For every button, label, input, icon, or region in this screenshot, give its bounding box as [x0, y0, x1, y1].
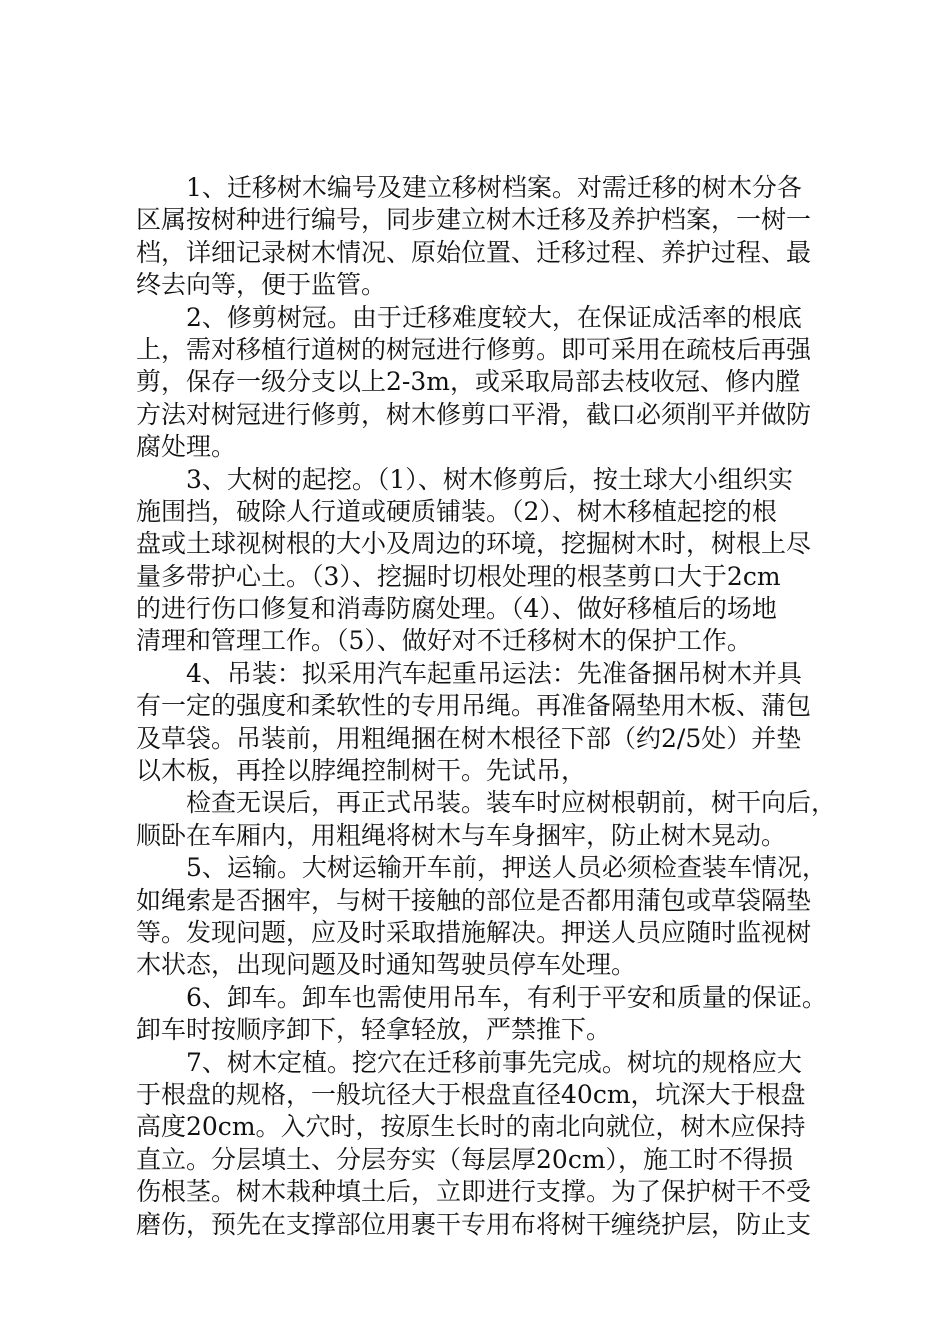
text-line: 上，需对移植行道树的树冠进行修剪。即可采用在疏枝后再强: [136, 334, 812, 364]
text-line: 方法对树冠进行修剪，树木修剪口平滑，截口必须削平并做防: [136, 399, 812, 429]
text-line: 顺卧在车厢内，用粗绳将树木与车身捆牢，防止树木晃动。: [136, 820, 787, 850]
text-line: 于根盘的规格，一般坑径大于根盘直径40cm，坑深大于根盘: [136, 1079, 806, 1109]
text-line: 4、吊装：拟采用汽车起重吊运法：先准备捆吊树木并具: [136, 658, 802, 688]
text-line: 施围挡，破除人行道或硬质铺装。（2）、树木移植起挖的根: [136, 496, 777, 526]
text-line: 直立。分层填土、分层夯实（每层厚20cm），施工时不得损: [136, 1144, 794, 1174]
text-line: 检查无误后，再正式吊装。装车时应树根朝前，树干向后，: [136, 788, 837, 818]
text-line: 量多带护心土。（3）、挖掘时切根处理的根茎剪口大于2cm: [136, 561, 781, 591]
text-line: 盘或土球视树根的大小及周边的环境，挖掘树木时，树根上尽: [136, 529, 812, 559]
text-line: 档，详细记录树木情况、原始位置、迁移过程、养护过程、最: [136, 237, 812, 267]
body-text: [136, 172, 836, 1241]
text-line: 6、卸车。卸车也需使用吊车，有利于平安和质量的保证。: [136, 982, 827, 1012]
text-line: 2、修剪树冠。由于迁移难度较大，在保证成活率的根底: [136, 302, 802, 332]
text-line: 腐处理。: [136, 432, 237, 462]
text-line: 剪，保存一级分支以上2-3m，或采取局部去枝收冠、修内膛: [136, 367, 800, 397]
text-line: 及草袋。吊装前，用粗绳捆在树木根径下部（约2/5处）并垫: [136, 723, 802, 753]
text-line: 的进行伤口修复和消毒防腐处理。（4）、做好移植后的场地: [136, 594, 777, 624]
text-line: 高度20cm。入穴时，按原生长时的南北向就位，树木应保持: [136, 1112, 806, 1142]
text-line: 区属按树种进行编号，同步建立树木迁移及养护档案，一树一: [136, 205, 812, 235]
text-line: 以木板，再拴以脖绳控制树干。先试吊，: [136, 756, 587, 786]
text-line: 有一定的强度和柔软性的专用吊绳。再准备隔垫用木板、蒲包: [136, 691, 812, 721]
text-line: 1、迁移树木编号及建立移树档案。对需迁移的树木分各: [136, 173, 802, 202]
text-line: 木状态，出现问题及时通知驾驶员停车处理。: [136, 950, 637, 980]
text-line: 等。发现问题，应及时采取措施解决。押送人员应随时监视树: [136, 917, 812, 947]
text-line: 清理和管理工作。（5）、做好对不迁移树木的保护工作。: [136, 626, 752, 656]
text-line: 5、运输。大树运输开车前，押送人员必须检查装车情况，: [136, 853, 827, 883]
text-line: 3、大树的起挖。（1）、树木修剪后，按土球大小组织实: [136, 464, 793, 494]
text-line: 伤根茎。树木栽种填土后，立即进行支撑。为了保护树干不受: [136, 1177, 812, 1207]
text-line: 卸车时按顺序卸下，轻拿轻放，严禁推下。: [136, 1015, 612, 1045]
text-line: 终去向等，便于监管。: [136, 270, 387, 300]
text-line: 如绳索是否捆牢，与树干接触的部位是否都用蒲包或草袋隔垫: [136, 885, 812, 915]
text-line: 7、树木定植。挖穴在迁移前事先完成。树坑的规格应大: [136, 1047, 802, 1077]
text-line: 磨伤，预先在支撑部位用裹干专用布将树干缠绕护层，防止支: [136, 1209, 812, 1239]
